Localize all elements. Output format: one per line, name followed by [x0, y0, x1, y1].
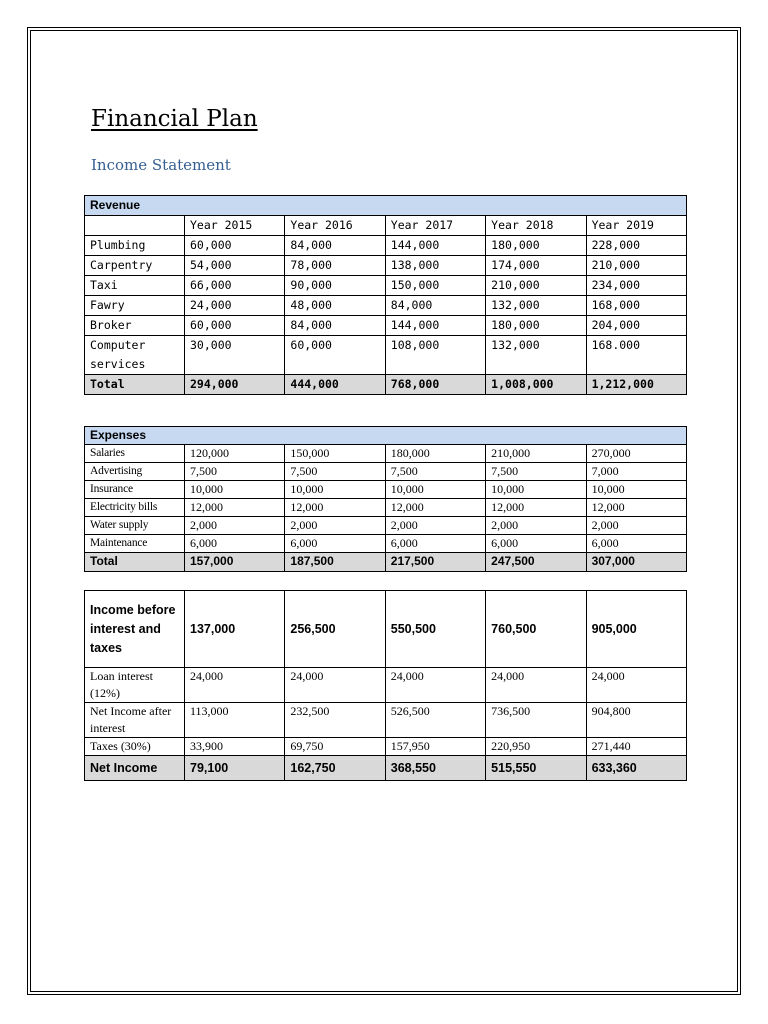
cell: 138,000: [385, 256, 485, 276]
cell: 368,550: [385, 756, 485, 781]
cell: 113,000: [185, 703, 285, 738]
cell: 180,000: [486, 236, 586, 256]
table-row: [85, 591, 687, 668]
cell: 2,000: [486, 517, 586, 535]
section-subtitle: Income Statement: [91, 156, 231, 174]
cell: 270,000: [586, 445, 686, 463]
cell: 144,000: [385, 316, 485, 336]
cell: 84,000: [285, 236, 385, 256]
table-row: [85, 668, 687, 703]
cell: 7,500: [285, 463, 385, 481]
cell: 210,000: [586, 256, 686, 276]
cell: 247,500: [486, 553, 586, 572]
cell: 24,000: [285, 668, 385, 703]
cell: 905,000: [586, 591, 686, 668]
table-row: [85, 535, 687, 553]
row-label: Maintenance: [85, 535, 185, 553]
cell: 180,000: [385, 445, 485, 463]
cell: 12,000: [285, 499, 385, 517]
cell: 108,000: [385, 336, 485, 375]
cell: 60,000: [185, 236, 285, 256]
row-label: Broker: [85, 316, 185, 336]
cell: 736,500: [486, 703, 586, 738]
cell: 120,000: [185, 445, 285, 463]
cell: 150,000: [285, 445, 385, 463]
year-header-row: [85, 216, 687, 236]
cell: 24,000: [185, 668, 285, 703]
cell: 2,000: [285, 517, 385, 535]
cell: 157,950: [385, 738, 485, 756]
row-label: Total: [85, 375, 185, 395]
table-row: [85, 703, 687, 738]
cell: 6,000: [285, 535, 385, 553]
cell: 48,000: [285, 296, 385, 316]
cell: 12,000: [486, 499, 586, 517]
row-label: Income before interest and taxes: [85, 591, 185, 668]
cell: 444,000: [285, 375, 385, 395]
cell: 232,500: [285, 703, 385, 738]
cell: 84,000: [385, 296, 485, 316]
cell: 10,000: [586, 481, 686, 499]
cell: 2,000: [185, 517, 285, 535]
total-row: [85, 553, 687, 572]
row-label: Plumbing: [85, 236, 185, 256]
cell: 187,500: [285, 553, 385, 572]
cell: 157,000: [185, 553, 285, 572]
cell: 6,000: [385, 535, 485, 553]
cell: 12,000: [586, 499, 686, 517]
cell: 24,000: [385, 668, 485, 703]
row-label: Taxes (30%): [85, 738, 185, 756]
row-label: Electricity bills: [85, 499, 185, 517]
row-label: Net Income after interest: [85, 703, 185, 738]
cell: 6,000: [185, 535, 285, 553]
cell: 515,550: [486, 756, 586, 781]
row-label: Taxi: [85, 276, 185, 296]
cell: 10,000: [285, 481, 385, 499]
revenue-header: Revenue: [85, 196, 687, 216]
table-row: [85, 738, 687, 756]
year-header: Year 2018: [486, 216, 586, 236]
cell: 10,000: [486, 481, 586, 499]
cell: 174,000: [486, 256, 586, 276]
cell: 7,500: [185, 463, 285, 481]
cell: 12,000: [385, 499, 485, 517]
cell: 217,500: [385, 553, 485, 572]
cell: 84,000: [285, 316, 385, 336]
cell: 144,000: [385, 236, 485, 256]
table-row: [85, 336, 687, 375]
cell: 24,000: [586, 668, 686, 703]
cell: 24,000: [486, 668, 586, 703]
cell: 6,000: [586, 535, 686, 553]
year-header: Year 2015: [185, 216, 285, 236]
table-row: [85, 463, 687, 481]
cell: 271,440: [586, 738, 686, 756]
cell: 768,000: [385, 375, 485, 395]
table-row: [85, 445, 687, 463]
table-row: [85, 517, 687, 535]
row-label: Insurance: [85, 481, 185, 499]
net-income-row: [85, 756, 687, 781]
cell: 2,000: [586, 517, 686, 535]
cell: 132,000: [486, 296, 586, 316]
cell: 60,000: [185, 316, 285, 336]
cell: 633,360: [586, 756, 686, 781]
cell: 162,750: [285, 756, 385, 781]
expenses-table: [84, 426, 687, 572]
cell: 33,900: [185, 738, 285, 756]
cell: 66,000: [185, 276, 285, 296]
cell: 760,500: [486, 591, 586, 668]
document-title: Financial Plan: [91, 106, 258, 132]
cell: 550,500: [385, 591, 485, 668]
cell: 2,000: [385, 517, 485, 535]
row-label: Carpentry: [85, 256, 185, 276]
table-row: [85, 276, 687, 296]
cell: 294,000: [185, 375, 285, 395]
cell: 12,000: [185, 499, 285, 517]
cell: 7,500: [486, 463, 586, 481]
table-row: [85, 236, 687, 256]
cell: 24,000: [185, 296, 285, 316]
cell: 6,000: [486, 535, 586, 553]
row-label: Advertising: [85, 463, 185, 481]
year-header: Year 2019: [586, 216, 686, 236]
row-label: Water supply: [85, 517, 185, 535]
cell: 10,000: [185, 481, 285, 499]
table-row: [85, 256, 687, 276]
cell: 30,000: [185, 336, 285, 375]
cell: 79,100: [185, 756, 285, 781]
year-header: Year 2016: [285, 216, 385, 236]
cell: 256,500: [285, 591, 385, 668]
cell: 234,000: [586, 276, 686, 296]
cell: 1,008,000: [486, 375, 586, 395]
cell: 168,000: [586, 296, 686, 316]
cell: 307,000: [586, 553, 686, 572]
cell: 210,000: [486, 276, 586, 296]
revenue-table: [84, 195, 687, 395]
cell: 210,000: [486, 445, 586, 463]
cell: 90,000: [285, 276, 385, 296]
row-label: Total: [85, 553, 185, 572]
cell: 137,000: [185, 591, 285, 668]
cell: 1,212,000: [586, 375, 686, 395]
table-row: [85, 499, 687, 517]
row-label: Fawry: [85, 296, 185, 316]
cell: 168.000: [586, 336, 686, 375]
cell: 7,000: [586, 463, 686, 481]
cell: 228,000: [586, 236, 686, 256]
total-row: [85, 375, 687, 395]
cell: 78,000: [285, 256, 385, 276]
cell: 60,000: [285, 336, 385, 375]
cell: 180,000: [486, 316, 586, 336]
cell: 69,750: [285, 738, 385, 756]
cell: 204,000: [586, 316, 686, 336]
year-header-blank: [85, 216, 185, 236]
cell: 904,800: [586, 703, 686, 738]
income-table: [84, 590, 687, 781]
row-label: Computer services: [85, 336, 185, 375]
cell: 54,000: [185, 256, 285, 276]
table-row: [85, 481, 687, 499]
cell: 132,000: [486, 336, 586, 375]
cell: 10,000: [385, 481, 485, 499]
year-header: Year 2017: [385, 216, 485, 236]
row-label: Net Income: [85, 756, 185, 781]
table-row: [85, 296, 687, 316]
expenses-header: Expenses: [85, 427, 687, 445]
row-label: Loan interest (12%): [85, 668, 185, 703]
row-label: Salaries: [85, 445, 185, 463]
cell: 220,950: [486, 738, 586, 756]
table-row: [85, 316, 687, 336]
cell: 526,500: [385, 703, 485, 738]
cell: 7,500: [385, 463, 485, 481]
cell: 150,000: [385, 276, 485, 296]
